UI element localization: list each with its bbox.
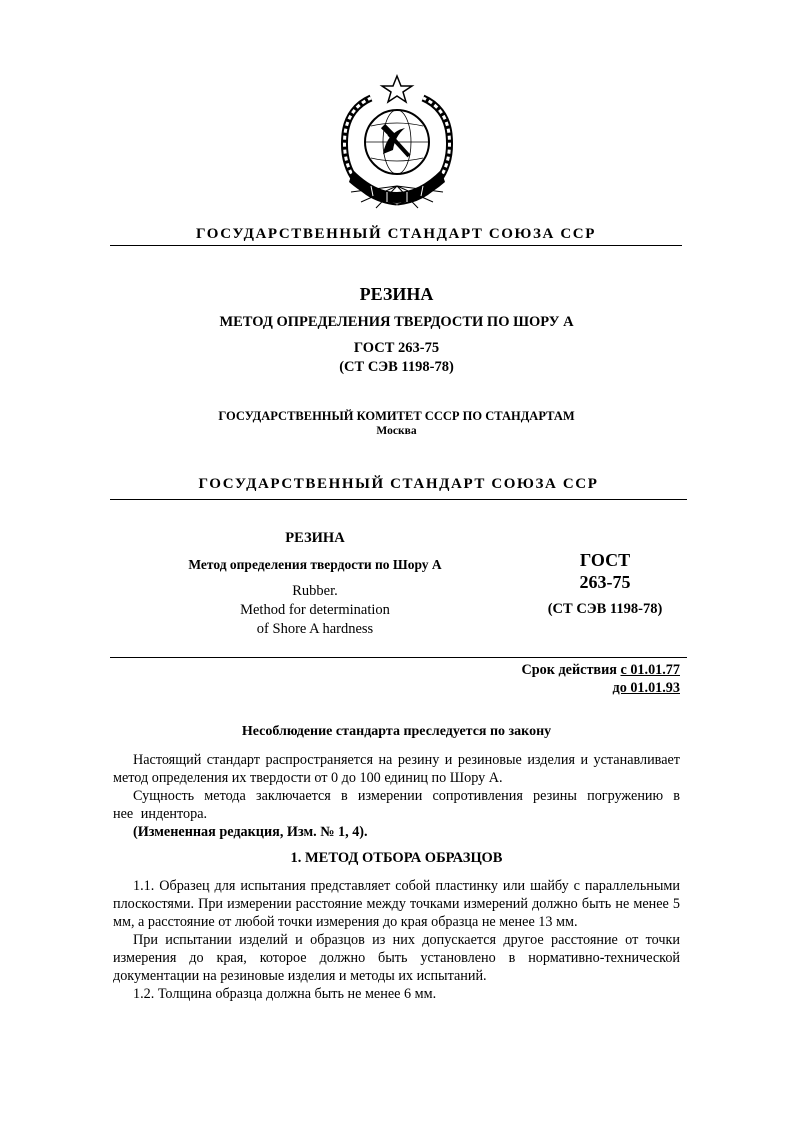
clause-1-1: 1.1. Образец для испытания представляет собой пластинку или шайбу с параллельными плоскостями. При измерении расстояние между точками измерений должно быть не менее 5 мм, а расстояние от любой точки измерения до края образца не менее 13 мм. <box>113 878 680 930</box>
standard-divider <box>110 499 687 500</box>
amendment-note: (Измененная редакция, Изм. № 1, 4). <box>133 824 368 840</box>
intro-paragraph-1: Настоящий стандарт распространяется на резину и резиновые изделия и устанавливает метод определения их твердости от 0 до 100 единиц по Шору А. <box>113 752 680 786</box>
intro-paragraph-2: Сущность метода заключается в измерении сопротивления резины погружению в нее индентора. <box>113 788 680 822</box>
standard-title: РЕЗИНА <box>285 530 345 546</box>
english-title: Rubber. <box>292 583 338 599</box>
standard-banner: ГОСУДАРСТВЕННЫЙ СТАНДАРТ СОЮЗА ССР <box>198 476 599 492</box>
cover-banner: ГОСУДАРСТВЕННЫЙ СТАНДАРТ СОЮЗА ССР <box>196 226 596 242</box>
clause-1-2: 1.2. Толщина образца должна быть не менее 6 мм. <box>133 986 437 1002</box>
cover-subtitle: МЕТОД ОПРЕДЕЛЕНИЯ ТВЕРДОСТИ ПО ШОРУ А <box>219 314 574 330</box>
cover-title: РЕЗИНА <box>359 284 434 304</box>
body-text <box>113 751 680 841</box>
gost-alt-number: (СТ СЭВ 1198-78) <box>547 601 663 617</box>
cover-divider <box>110 245 682 246</box>
validity-to: до 01.01.93 <box>612 680 680 696</box>
validity-label: Срок действия <box>521 662 617 678</box>
english-title-line3: of Shore A hardness <box>256 621 374 637</box>
legal-notice: Несоблюдение стандарта преследуется по закону <box>241 724 552 739</box>
gost-number: 263-75 <box>579 572 631 592</box>
standard-subtitle: Метод определения твердости по Шору А <box>188 557 442 572</box>
validity-from: с 01.01.77 <box>620 662 680 678</box>
cover-committee: ГОСУДАРСТВЕННЫЙ КОМИТЕТ СССР ПО СТАНДАРТАМ <box>218 409 575 423</box>
cover-code: ГОСТ 263-75 <box>353 340 440 356</box>
gost-label: ГОСТ <box>579 550 631 570</box>
section-1-text <box>113 877 680 1003</box>
ussr-state-emblem-icon <box>331 74 463 214</box>
cover-code-alt: (СТ СЭВ 1198-78) <box>339 359 454 375</box>
english-title-line2: Method for determination <box>240 602 390 618</box>
section-1-title: 1. МЕТОД ОТБОРА ОБРАЗЦОВ <box>290 850 503 866</box>
cover-city: Москва <box>376 425 417 437</box>
header-divider <box>110 657 687 658</box>
clause-1-1-note: При испытании изделий и образцов из них допускается другое расстояние от точки измерения до края, которое должно быть установлено в нормативно-технической документации на резиновые изделия и методы их испытаний. <box>113 932 680 984</box>
validity-from-line <box>440 662 680 679</box>
